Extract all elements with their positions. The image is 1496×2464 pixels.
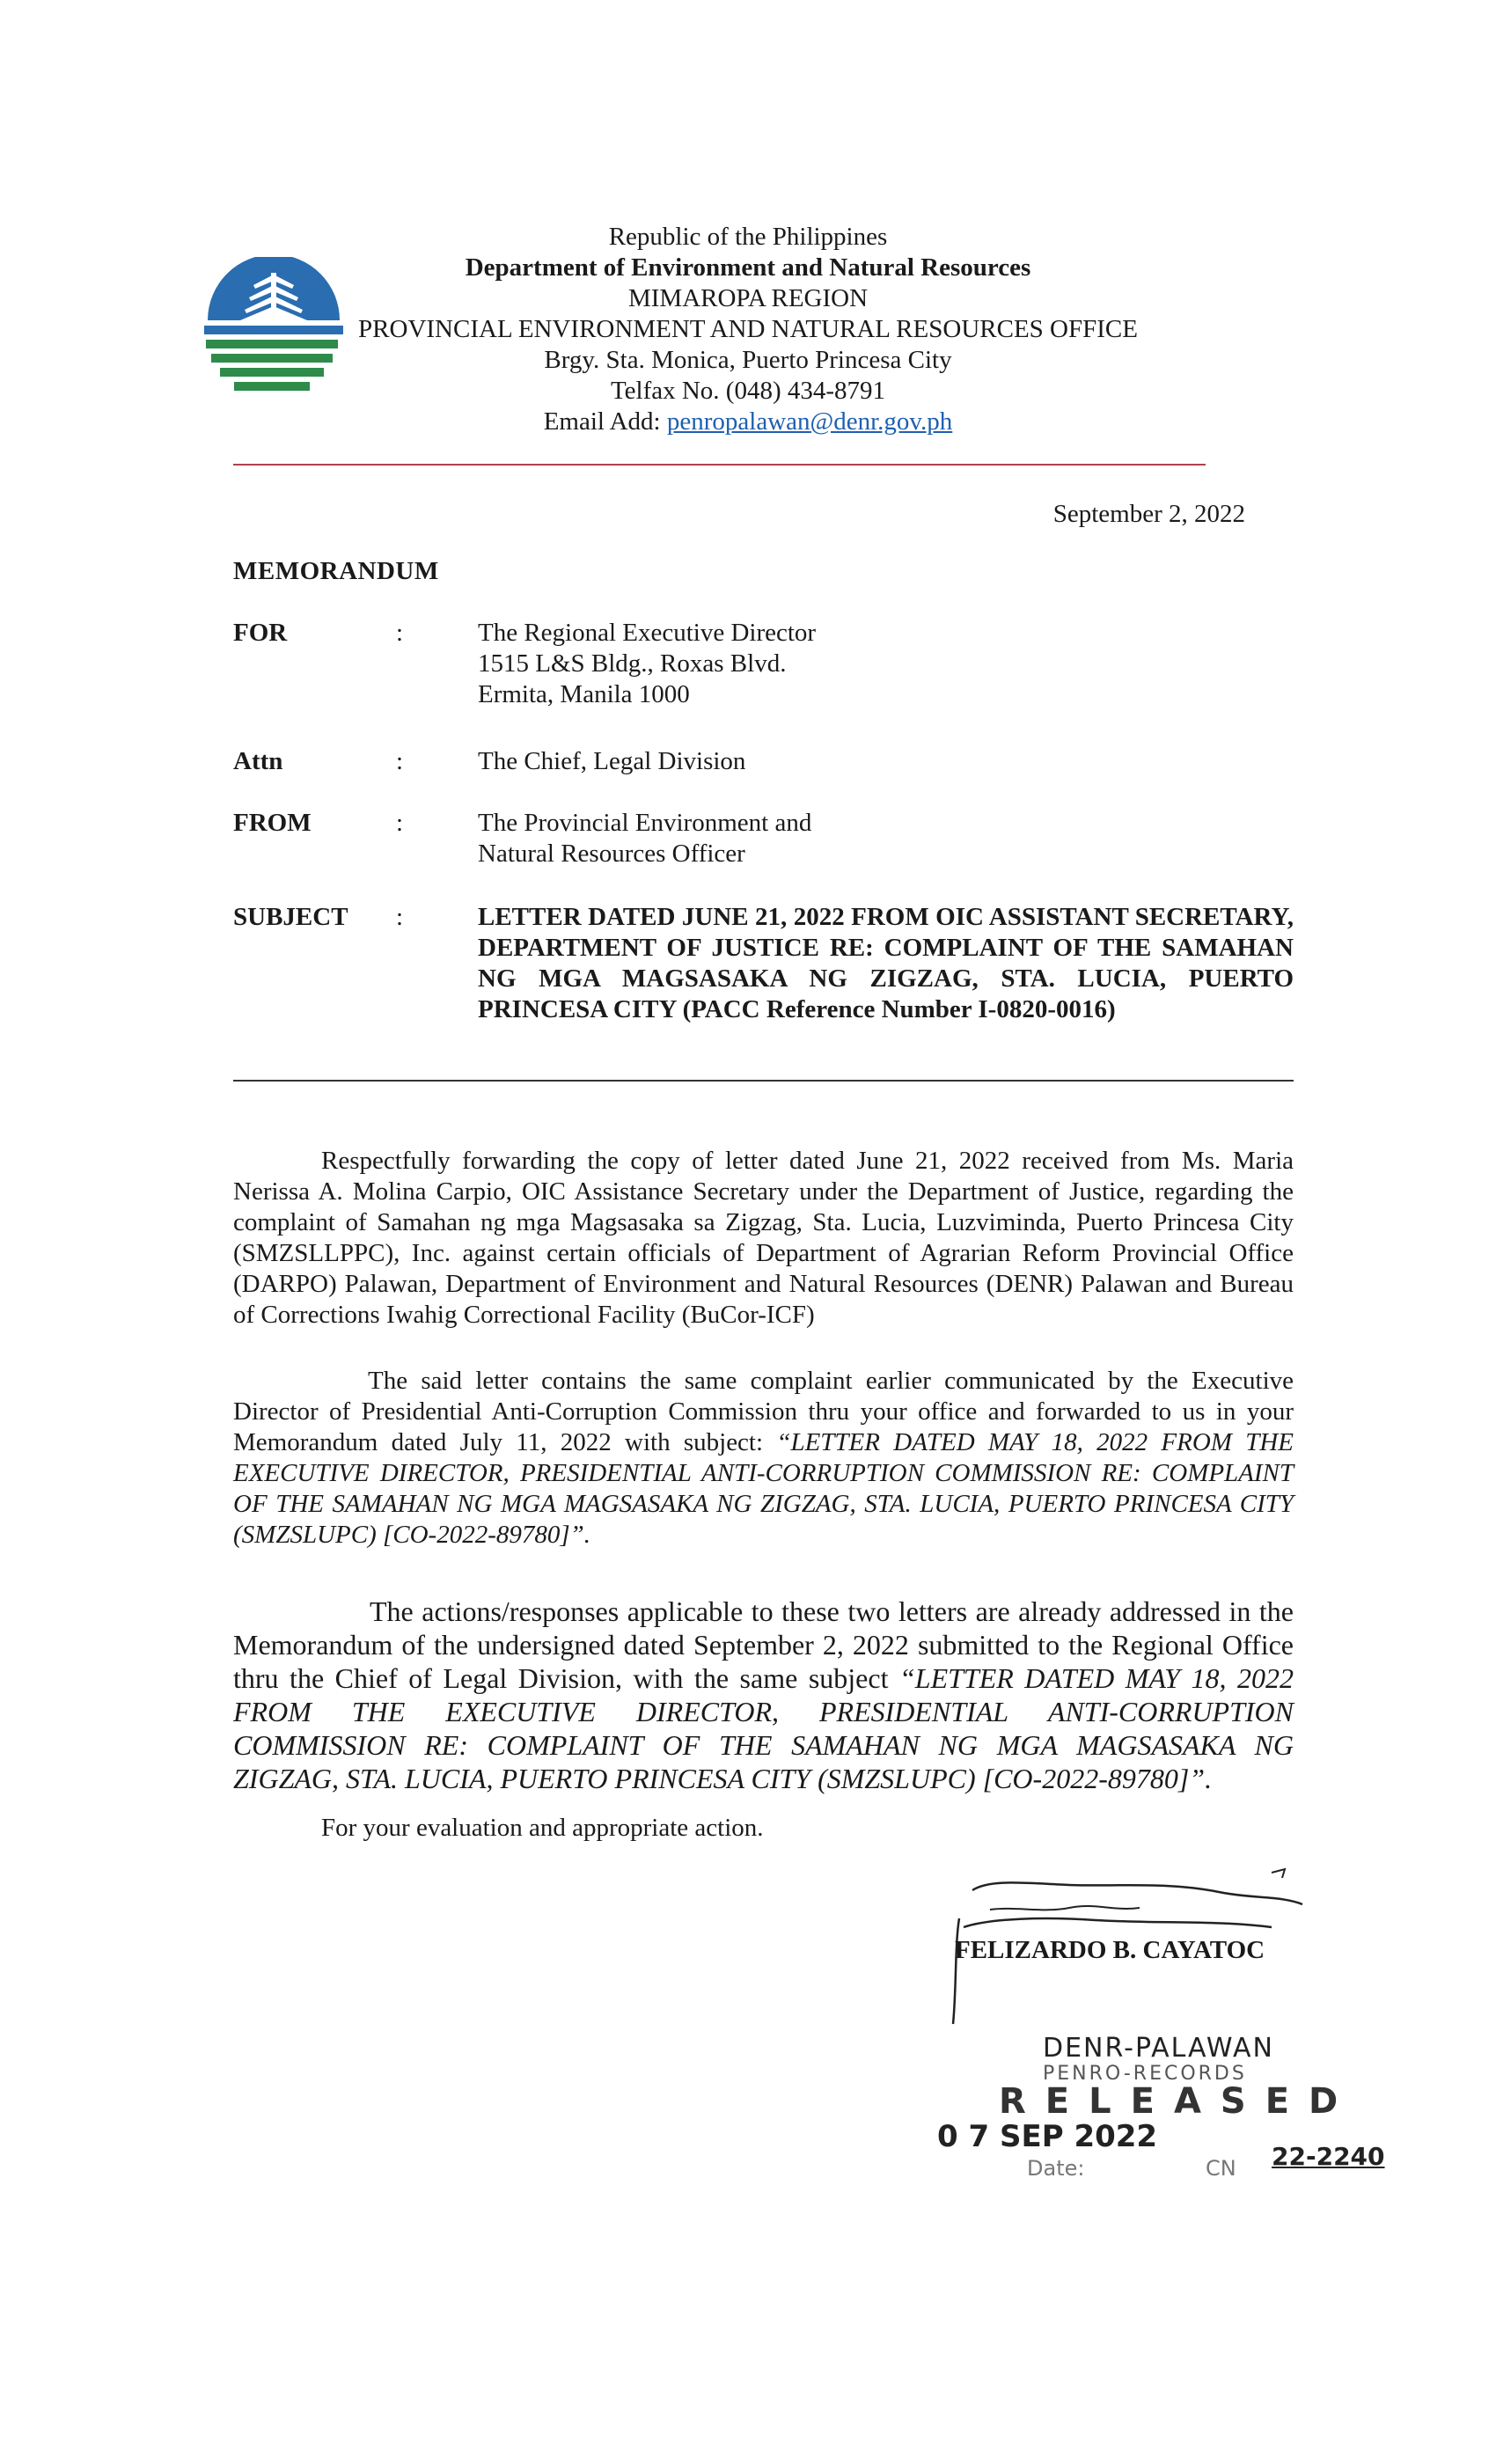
from-line: The Provincial Environment and bbox=[478, 809, 812, 837]
for-line: Ermita, Manila 1000 bbox=[478, 680, 690, 708]
email-link[interactable]: penropalawan@denr.gov.ph bbox=[666, 407, 953, 436]
signatory-name: FELIZARDO B. CAYATOC bbox=[955, 1936, 1265, 1964]
paragraph-3-quoted-subject: “LETTER DATED MAY 18, 2022 FROM THE EXECUTIVE DIRECTOR, PRESIDENTIAL ANTI-CORRUPTION COMMISSION RE: COMPLAINT OF THE SAMAHAN NG MGA MAGSASAKA NG ZIGZAG, STA. LUCIA, PUERTO PRINCESA CITY (SMZSLUPC) [CO-2022-89780]”. bbox=[233, 1662, 1294, 1794]
body-paragraph-4: For your evaluation and appropriate action. bbox=[321, 1814, 764, 1842]
for-label: FOR bbox=[233, 619, 288, 647]
subject-divider bbox=[233, 1080, 1294, 1082]
subject-colon: : bbox=[396, 903, 404, 931]
letterhead bbox=[299, 222, 1197, 437]
for-line: 1515 L&S Bldg., Roxas Blvd. bbox=[478, 649, 787, 678]
header-divider bbox=[233, 464, 1206, 466]
stamp-date: 0 7 SEP 2022 bbox=[937, 2119, 1158, 2154]
from-line: Natural Resources Officer bbox=[478, 840, 745, 868]
letterhead-region: MIMAROPA REGION bbox=[627, 284, 869, 312]
stamp-date-label: Date: bbox=[1027, 2156, 1085, 2181]
for-value bbox=[478, 618, 1294, 710]
paragraph-2-text: The said letter contains the same complaint earlier communicated by the Executive Director of Presidential Anti-Corruption Commission thru your office and forwarded to us in your Memorandum dated July 11, 2022 with subject: bbox=[233, 1367, 1294, 1456]
for-colon: : bbox=[396, 619, 404, 647]
body-paragraph-3 bbox=[233, 1595, 1294, 1795]
from-value bbox=[478, 808, 1294, 869]
attn-colon: : bbox=[396, 747, 404, 775]
memo-date: September 2, 2022 bbox=[1052, 500, 1245, 528]
paragraph-2-quoted-subject: “LETTER DATED MAY 18, 2022 FROM THE EXECUTIVE DIRECTOR, PRESIDENTIAL ANTI-CORRUPTION COMMISSION RE: COMPLAINT OF THE SAMAHAN NG MGA MAGSASAKA NG ZIGZAG, STA. LUCIA, PUERTO PRINCESA CITY (SMZSLUPC) [CO-2022-89780]”. bbox=[233, 1428, 1294, 1549]
stamp-released: RELEASED bbox=[999, 2081, 1358, 2122]
letterhead-office: PROVINCIAL ENVIRONMENT AND NATURAL RESOURCES OFFICE bbox=[358, 315, 1138, 343]
subject-value: LETTER DATED JUNE 21, 2022 FROM OIC ASSISTANT SECRETARY, DEPARTMENT OF JUSTICE RE: COMPLAINT OF THE SAMAHAN NG MGA MAGSASAKA NG ZIGZAG, STA. LUCIA, PUERTO PRINCESA CITY (PACC Reference Number I-0820-0016) bbox=[478, 903, 1294, 1023]
attn-line: The Chief, Legal Division bbox=[478, 747, 746, 775]
from-label: FROM bbox=[233, 809, 312, 837]
for-line: The Regional Executive Director bbox=[478, 619, 817, 647]
letterhead-email-line bbox=[299, 407, 1197, 437]
memo-title: MEMORANDUM bbox=[233, 557, 439, 585]
stamp-office: DENR-PALAWAN bbox=[1043, 2033, 1274, 2064]
stamp-cn-value: 22-2240 bbox=[1272, 2142, 1385, 2171]
stamp-records: PENRO-RECORDS bbox=[1043, 2063, 1247, 2085]
paragraph-3-text: The actions/responses applicable to these two letters are already addressed in the Memorandum of the undersigned dated September 2, 2022 submitted to the Regional Office thru the Chief of Legal Division, with the same subject bbox=[233, 1595, 1294, 1694]
letterhead-republic: Republic of the Philippines bbox=[608, 223, 888, 251]
letterhead-department: Department of Environment and Natural Resources bbox=[465, 253, 1031, 282]
attn-label: Attn bbox=[233, 747, 283, 775]
from-colon: : bbox=[396, 809, 404, 837]
letterhead-telfax: Telfax No. (048) 434-8791 bbox=[610, 377, 886, 405]
body-paragraph-1: Respectfully forwarding the copy of letter dated June 21, 2022 received from Ms. Maria Nerissa A. Molina Carpio, OIC Assistance Secretary under the Department of Justice, regarding the complaint of Samahan ng mga Magsasaka sa Zigzag, Sta. Lucia, Luzviminda, Puerto Princesa City (SMZSLLPPC), Inc. against certain officials of Department of Agrarian Reform Provincial Office (DARPO) Palawan, Department of Environment and Natural Resources (DENR) Palawan and Bureau of Corrections Iwahig Correctional Facility (BuCor-ICF) bbox=[233, 1147, 1294, 1329]
email-label: Email Add: bbox=[543, 407, 661, 436]
body-paragraph-2 bbox=[233, 1366, 1294, 1551]
subject-label: SUBJECT bbox=[233, 903, 348, 931]
letterhead-address: Brgy. Sta. Monica, Puerto Princesa City bbox=[544, 346, 952, 374]
attn-value bbox=[478, 746, 1294, 777]
stamp-cn-label: CN bbox=[1206, 2156, 1236, 2181]
released-stamp bbox=[937, 2033, 1395, 2191]
